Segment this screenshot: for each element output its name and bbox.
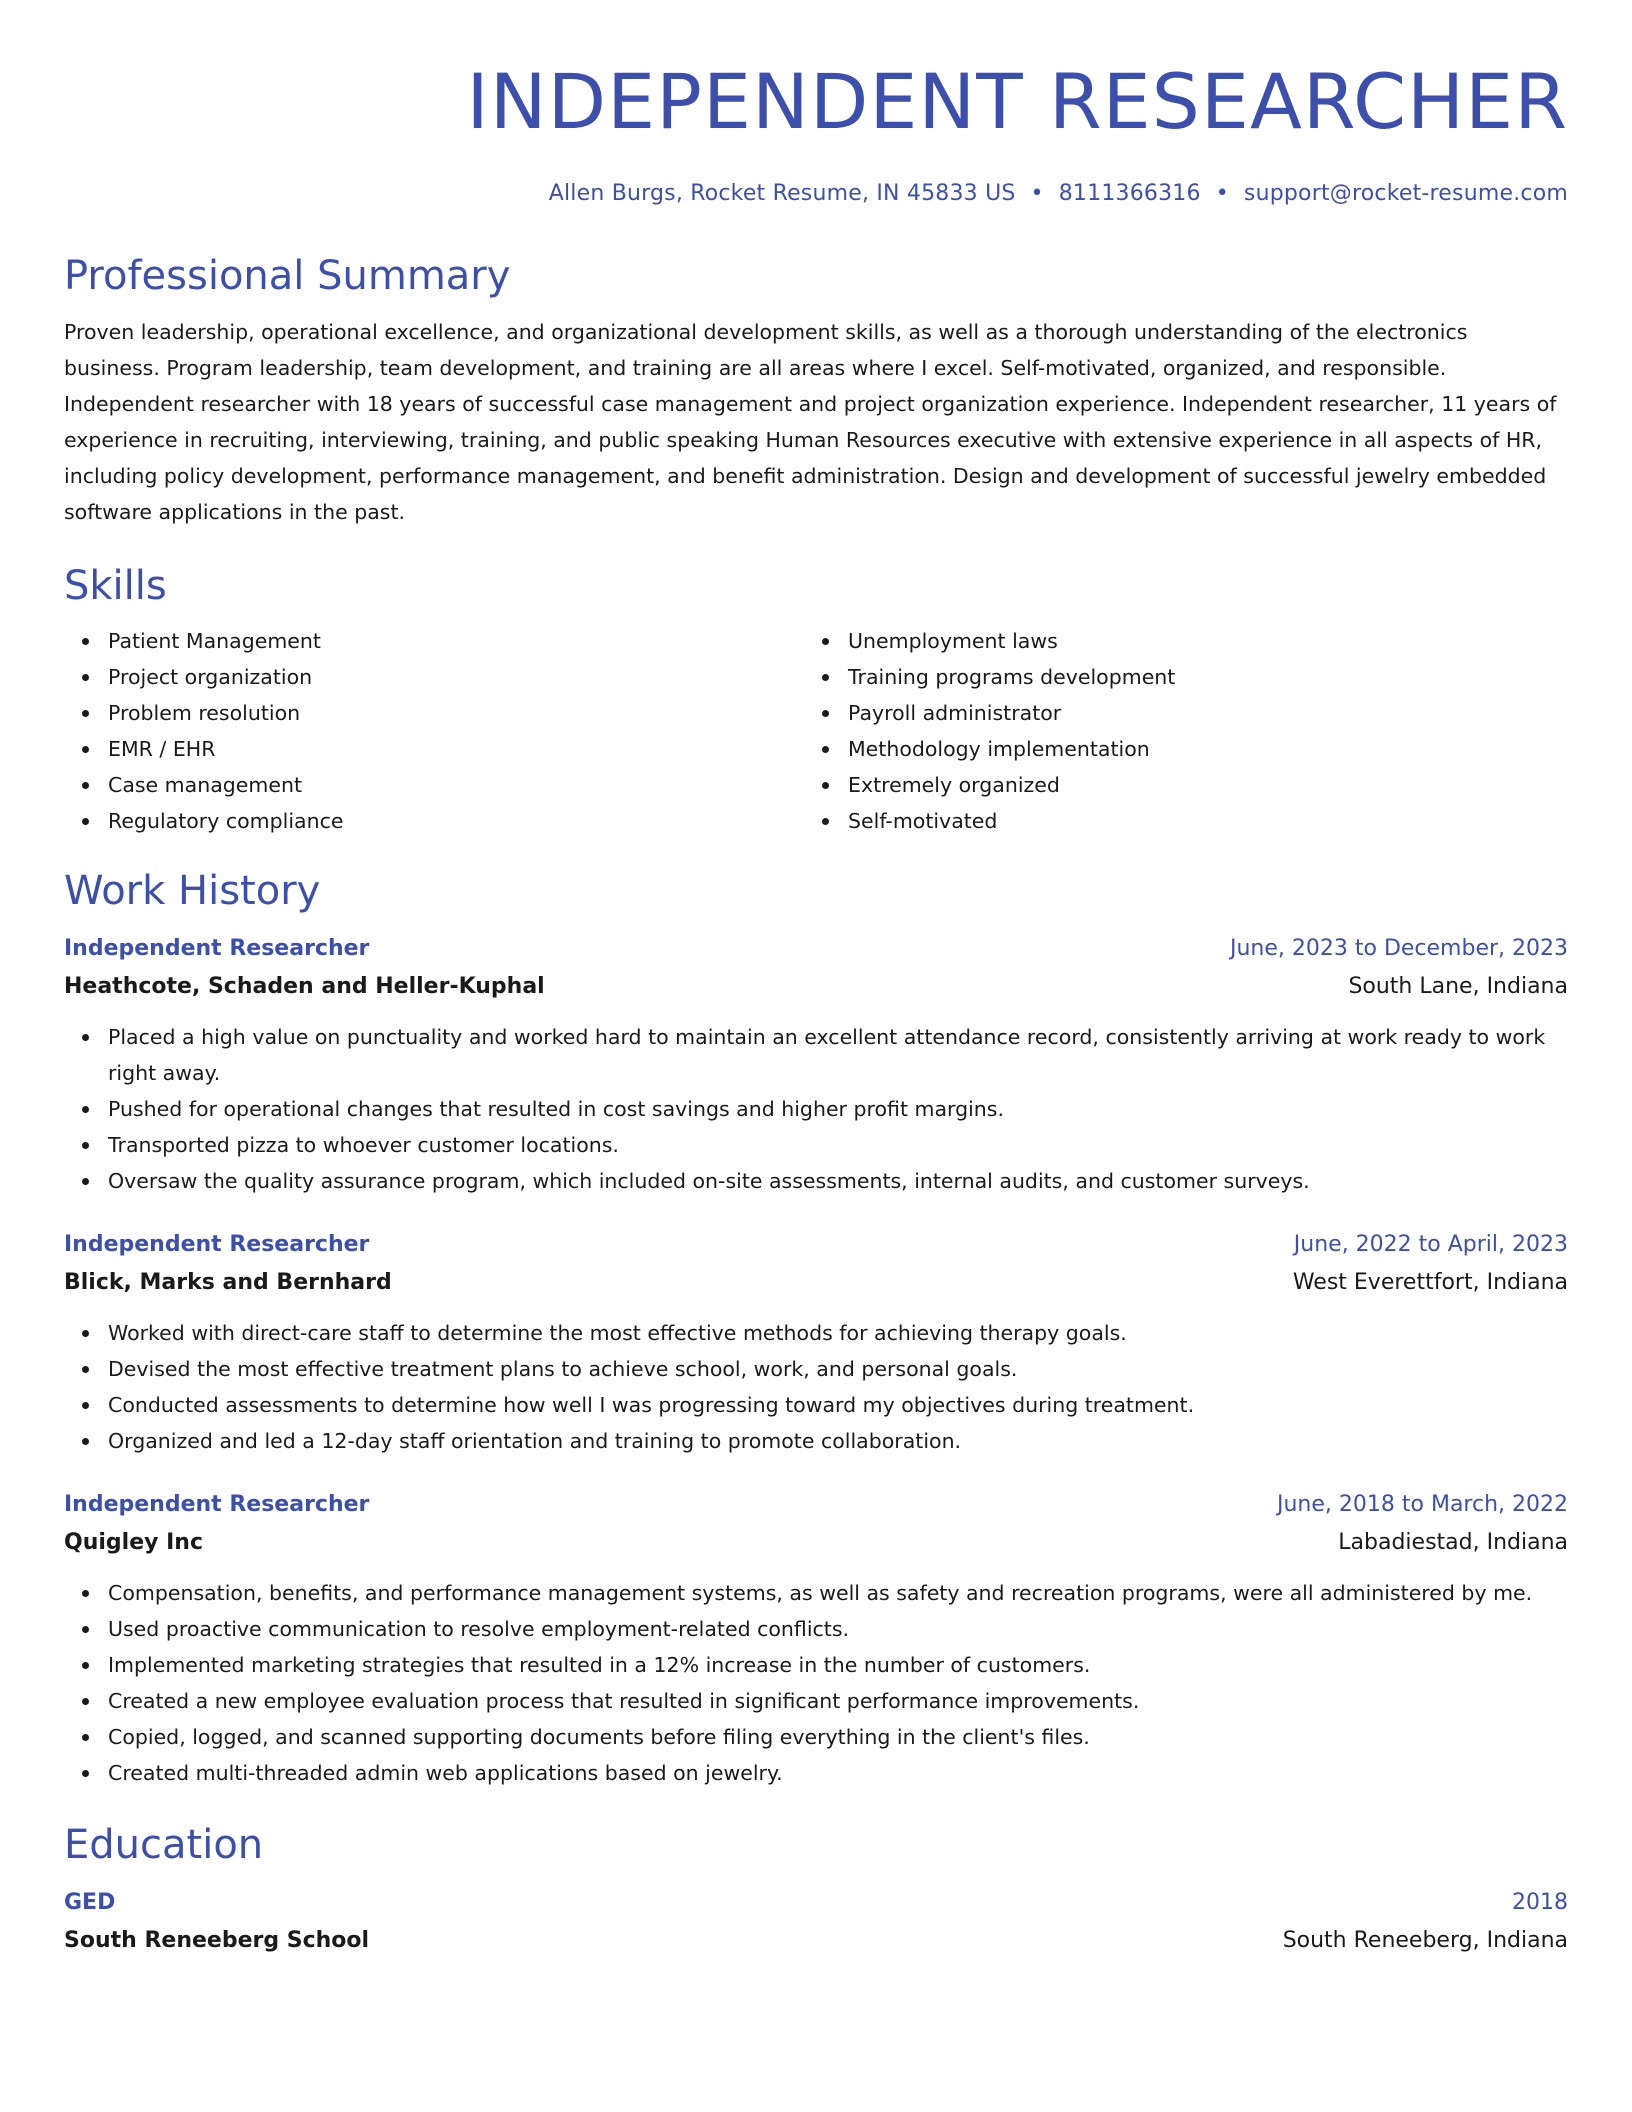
education-year: 2018 (1512, 1890, 1568, 1915)
job-entry (64, 1487, 1568, 1791)
job-title: Independent Researcher (64, 936, 370, 961)
skill-item: Training programs development (804, 659, 1544, 695)
job-location: West Everettfort, Indiana (1292, 1270, 1568, 1295)
skill-item: Project organization (64, 659, 804, 695)
contact-separator: • (1030, 181, 1044, 206)
skill-item: Payroll administrator (804, 695, 1544, 731)
job-entry (64, 931, 1568, 1199)
contact-email[interactable]: support@rocket-resume.com (1243, 181, 1568, 206)
contact-line (64, 178, 1568, 210)
job-bullet: Compensation, benefits, and performance management systems, as well as safety and recreation programs, were all administered by me. (64, 1575, 1568, 1611)
education-heading: Education (64, 1822, 264, 1868)
skill-item: Extremely organized (804, 767, 1544, 803)
job-bullet: Implemented marketing strategies that resulted in a 12% increase in the number of customers. (64, 1647, 1568, 1683)
job-bullet: Organized and led a 12-day staff orientation and training to promote collaboration. (64, 1423, 1568, 1459)
job-company: Blick, Marks and Bernhard (64, 1270, 392, 1295)
job-dates: June, 2022 to April, 2023 (1293, 1232, 1568, 1257)
skill-item: Problem resolution (64, 695, 804, 731)
contact-separator: • (1215, 181, 1229, 206)
work-history-heading: Work History (64, 868, 321, 914)
skill-item: Regulatory compliance (64, 803, 804, 839)
skill-item: Patient Management (64, 623, 804, 659)
job-bullets (64, 1575, 1568, 1791)
job-title: Independent Researcher (64, 1492, 370, 1517)
job-bullet: Conducted assessments to determine how well I was progressing toward my objectives during treatment. (64, 1387, 1568, 1423)
job-bullet: Created a new employee evaluation process that resulted in significant performance improvements. (64, 1683, 1568, 1719)
resume-title: INDEPENDENT RESEARCHER (466, 57, 1568, 146)
education-entry (64, 1885, 1568, 1961)
education-school: South Reneeberg School (64, 1928, 370, 1953)
skills-heading: Skills (64, 563, 167, 609)
job-title: Independent Researcher (64, 1232, 370, 1257)
job-dates: June, 2018 to March, 2022 (1277, 1492, 1568, 1517)
job-bullet: Placed a high value on punctuality and worked hard to maintain an excellent attendance record, consistently arriving at work ready to work right away. (64, 1019, 1568, 1091)
job-bullets (64, 1019, 1568, 1199)
job-bullet: Copied, logged, and scanned supporting documents before filing everything in the client's files. (64, 1719, 1568, 1755)
skills-column-left (64, 623, 804, 839)
job-location: South Lane, Indiana (1348, 974, 1568, 999)
job-company: Heathcote, Schaden and Heller-Kuphal (64, 974, 545, 999)
summary-heading: Professional Summary (64, 253, 511, 299)
skill-item: Methodology implementation (804, 731, 1544, 767)
skills-column-right (804, 623, 1544, 839)
skill-item: EMR / EHR (64, 731, 804, 767)
education-degree: GED (64, 1890, 116, 1915)
job-bullet: Pushed for operational changes that resulted in cost savings and higher profit margins. (64, 1091, 1568, 1127)
job-bullet: Transported pizza to whoever customer locations. (64, 1127, 1568, 1163)
job-entry (64, 1227, 1568, 1459)
job-dates: June, 2023 to December, 2023 (1229, 936, 1568, 961)
job-company: Quigley Inc (64, 1530, 204, 1555)
skill-item: Self-motivated (804, 803, 1544, 839)
contact-phone: 8111366316 (1058, 181, 1201, 206)
summary-text: Proven leadership, operational excellence, and organizational development skills, as well as a thorough understanding of the electronics business. Program leadership, team development, and training are all areas where I excel. Self-motivated, organized, and responsible. Independent researcher with 18 years of successful case management and project organization experience. Independent researcher, 11 years of experience in recruiting, interviewing, training, and public speaking Human Resources executive with extensive experience in all aspects of HR, including policy development, performance management, and benefit administration. Design and development of successful jewelry embedded software applications in the past. (64, 320, 1557, 524)
job-bullet: Worked with direct-care staff to determine the most effective methods for achieving therapy goals. (64, 1315, 1568, 1351)
job-location: Labadiestad, Indiana (1338, 1530, 1568, 1555)
contact-address: Allen Burgs, Rocket Resume, IN 45833 US (548, 181, 1016, 206)
job-bullet: Devised the most effective treatment plans to achieve school, work, and personal goals. (64, 1351, 1568, 1387)
skill-item: Case management (64, 767, 804, 803)
job-bullet: Created multi-threaded admin web applications based on jewelry. (64, 1755, 1568, 1791)
skills-grid (64, 623, 1568, 839)
skill-item: Unemployment laws (804, 623, 1544, 659)
education-location: South Reneeberg, Indiana (1282, 1928, 1568, 1953)
job-bullet: Oversaw the quality assurance program, which included on-site assessments, internal audits, and customer surveys. (64, 1163, 1568, 1199)
job-bullet: Used proactive communication to resolve employment-related conflicts. (64, 1611, 1568, 1647)
job-bullets (64, 1315, 1568, 1459)
resume-page (64, 0, 1568, 1961)
